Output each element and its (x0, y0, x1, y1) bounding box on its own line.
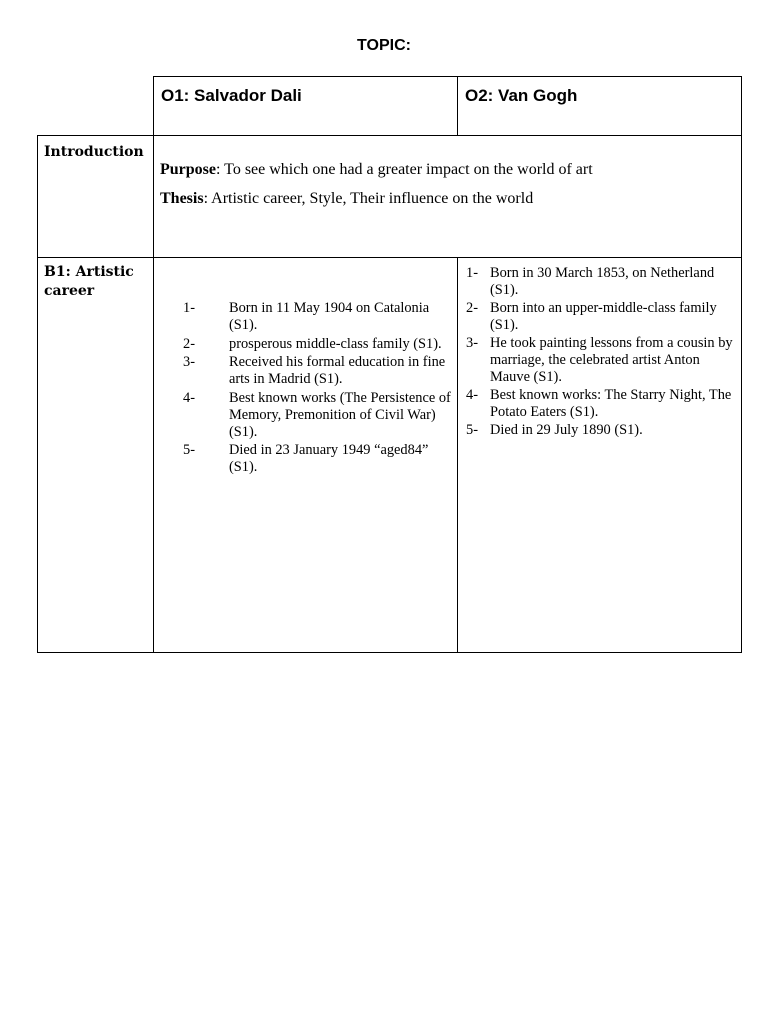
list-item (183, 336, 453, 353)
item-text: He took painting lessons from a cousin by marriage, the celebrated artist Anton Mauve (S1). (490, 335, 733, 385)
topic-heading: TOPIC: (357, 37, 411, 54)
list-item (183, 354, 453, 388)
item-number: 2- (183, 335, 195, 352)
thesis-line (160, 190, 533, 208)
item-text: Born into an upper-middle-class family (S1). (490, 300, 717, 333)
list-item (466, 300, 738, 334)
item-number: 1- (183, 300, 195, 316)
item-number: 5- (183, 442, 195, 458)
vangogh-career-list (466, 265, 738, 440)
b1-label: B1: Artistic career (44, 264, 134, 299)
item-text: Died in 29 July 1890 (S1). (490, 422, 643, 438)
list-item (466, 335, 738, 386)
item-number: 4- (183, 389, 195, 406)
column-header-dali: O1: Salvador Dali (161, 86, 302, 105)
list-item (466, 422, 738, 439)
thesis-label: Thesis (160, 190, 204, 207)
header-cell-vangogh (457, 76, 742, 136)
column-header-vangogh: O2: Van Gogh (465, 86, 578, 105)
b1-dali-cell (153, 257, 458, 653)
dali-career-list (183, 300, 453, 478)
item-text: prosperous middle-class family (S1). (229, 335, 442, 352)
b1-label-cell (37, 257, 154, 653)
list-item (183, 300, 453, 334)
item-number: 4- (466, 387, 478, 403)
item-number: 2- (466, 300, 478, 316)
purpose-text: : To see which one had a greater impact on the world of art (216, 161, 593, 178)
list-item (183, 442, 453, 476)
item-text: Born in 30 March 1853, on Netherland (S1). (490, 265, 715, 298)
list-item (183, 390, 453, 441)
item-number: 3- (183, 354, 195, 370)
item-number: 5- (466, 422, 478, 438)
purpose-line (160, 161, 593, 179)
header-cell-dali (153, 76, 458, 136)
item-text: Best known works: The Starry Night, The Potato Eaters (S1). (490, 387, 732, 420)
item-text: Received his formal education in fine arts in Madrid (S1). (229, 354, 446, 387)
item-number: 3- (466, 335, 478, 351)
item-text: Born in 11 May 1904 on Catalonia (S1). (229, 300, 430, 333)
introduction-label-cell (37, 135, 154, 258)
list-item (466, 387, 738, 421)
item-text: Died in 23 January 1949 “aged84” (S1). (229, 442, 429, 475)
thesis-text: : Artistic career, Style, Their influence on the world (203, 190, 534, 207)
introduction-content-cell (153, 135, 742, 258)
list-item (466, 265, 738, 299)
item-text: Best known works (The Persistence of Memory, Premonition of Civil War) (S1). (229, 389, 451, 440)
item-number: 1- (466, 265, 478, 281)
b1-vangogh-cell (457, 257, 742, 653)
introduction-label: Introduction (44, 144, 144, 160)
purpose-label: Purpose (160, 161, 216, 178)
